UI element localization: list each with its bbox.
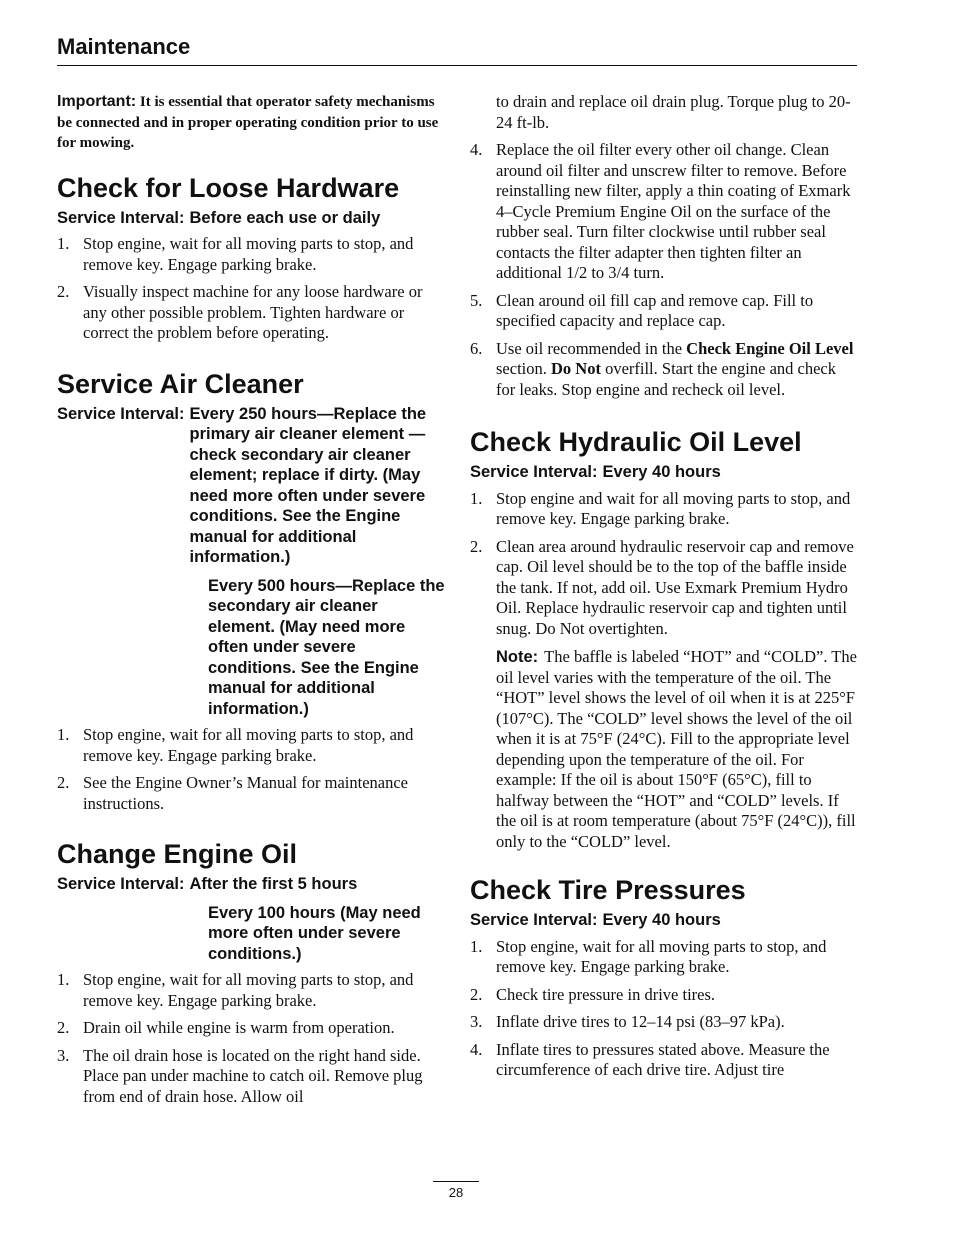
heading-tire-pressures: Check Tire Pressures [470,875,746,905]
list-item: 1. Stop engine, wait for all moving parts to stop, and remove key. Engage parking brake. [57,970,414,1010]
service-interval [57,874,445,964]
service-interval [57,208,445,229]
list-item: 2. Check tire pressure in drive tires. [470,984,716,1004]
page-header [57,33,857,66]
list-item: 1. Stop engine, wait for all moving parts to stop, and remove key. Engage parking brake. [470,936,827,976]
list-item: 2. See the Engine Owner’s Manual for maintenance instructions. [57,773,408,813]
loose-hardware-steps [57,234,445,344]
important-note [57,92,445,154]
note-text: The baffle is labeled “HOT” and “COLD”. The oil level varies with the temperature of the oil. The “HOT” level shows the level of oil when it is at 225°F (107°C). The “COLD” level shows the level of the oil when it is at 75°F (24°C). Fill to the appropriate level depending upon the temperature of the oil. For example: If the oil is about 150°F (65°C), fill to halfway between the “HOT” and “COLD” levels. If the oil is at room temperature (about 75°F (24°C)), fill only to the “COLD” level. [496,647,857,851]
interval-value: Every 40 hours [602,911,721,929]
left-column [57,92,445,1114]
list-item: 2. Drain oil while engine is warm from operation. [57,1018,395,1037]
interval-value: Before each use or daily [189,208,381,227]
list-item-continued: to drain and replace oil drain plug. Torque plug to 20-24 ft-lb. [496,92,851,132]
service-interval [57,404,445,720]
list-item: 3. The oil drain hose is located on the right hand side. Place pan under machine to catch oil. Remove plug from end of drain hose. Allow oil [57,1045,423,1106]
interval-value-secondary: Every 500 hours—Replace the secondary air cleaner element. (May need more often under severe conditions. See the Engine manual for additional information.) [208,576,445,718]
engine-oil-steps [57,970,445,1107]
important-label: Important: [57,93,137,110]
page-number: 28 [433,1181,479,1204]
interval-value: Every 250 hours—Replace the primary air cleaner element — check secondary air cleaner element; replace if dirty. (May need more often under severe conditions. See the Engine manual for additional information.) [189,404,427,566]
hydraulic-note [496,647,858,852]
heading-air-cleaner: Service Air Cleaner [57,368,304,399]
service-interval [470,462,858,483]
interval-value-secondary: Every 100 hours (May need more often under severe conditions.) [208,903,421,963]
service-interval [470,910,858,931]
list-item: 1. Stop engine and wait for all moving parts to stop, and remove key. Engage parking brake. [470,488,851,528]
important-text: It is essential that operator safety mechanisms be connected and in proper operating condition prior to use for mowing. [57,94,439,151]
interval-label: Service Interval: [57,404,185,423]
interval-label: Service Interval: [57,875,185,893]
emphasis: Do Not [551,359,601,378]
interval-value: Every 40 hours [602,463,721,481]
list-item: 2. Clean area around hydraulic reservoir cap and remove cap. Oil level should be to the top of the baffle inside the tank. If not, add oil. Use Exmark Premium Hydro Oil. Replace hydraulic reservoir cap and tighten until snug. Do Not overtighten. [470,536,854,638]
tire-steps [470,937,858,1081]
list-item: 4. Replace the oil filter every other oil change. Clean around oil filter and unscrew filter to remove. Before reinstalling new filter, apply a thin coating of Exmark 4–Cycle Premium Engine Oil on the surface of the rubber seal. Turn filter clockwise until rubber seal contacts the filter adapter then tighten filter an additional 1/2 to 3/4 turn. [470,140,851,282]
engine-oil-steps-continued [470,92,858,400]
section-title: Maintenance [57,34,191,59]
interval-label: Service Interval: [57,208,185,227]
list-item: 4. Inflate tires to pressures stated above. Measure the circumference of each drive tire. Adjust tire [470,1039,830,1079]
hydraulic-steps [470,489,858,640]
list-item: 5. Clean around oil fill cap and remove cap. Fill to specified capacity and replace cap. [470,290,814,330]
list-item: 2. Visually inspect machine for any loose hardware or any other possible problem. Tighten hardware or correct the problem before operating. [57,282,423,342]
air-cleaner-steps [57,725,445,814]
heading-loose-hardware: Check for Loose Hardware [57,172,400,203]
interval-value: After the first 5 hours [189,875,358,893]
list-item: 1. Stop engine, wait for all moving parts to stop, and remove key. Engage parking brake. [57,234,414,274]
interval-label: Service Interval: [470,911,598,929]
note-label: Note: [496,648,539,666]
right-column [470,92,858,1088]
list-item: 1. Stop engine, wait for all moving parts to stop, and remove key. Engage parking brake. [57,725,414,765]
heading-hydraulic-oil: Check Hydraulic Oil Level [470,427,802,457]
list-item: 3. Inflate drive tires to 12–14 psi (83–97 kPa). [470,1012,785,1031]
cross-reference: Check Engine Oil Level [686,338,854,358]
interval-label: Service Interval: [470,463,598,481]
heading-engine-oil: Change Engine Oil [57,839,298,869]
list-item: 6. Use oil recommended in the Check Engine Oil Level section. Do Not overfill. Start the engine and check for leaks. Stop engine and recheck oil level. [470,338,854,399]
